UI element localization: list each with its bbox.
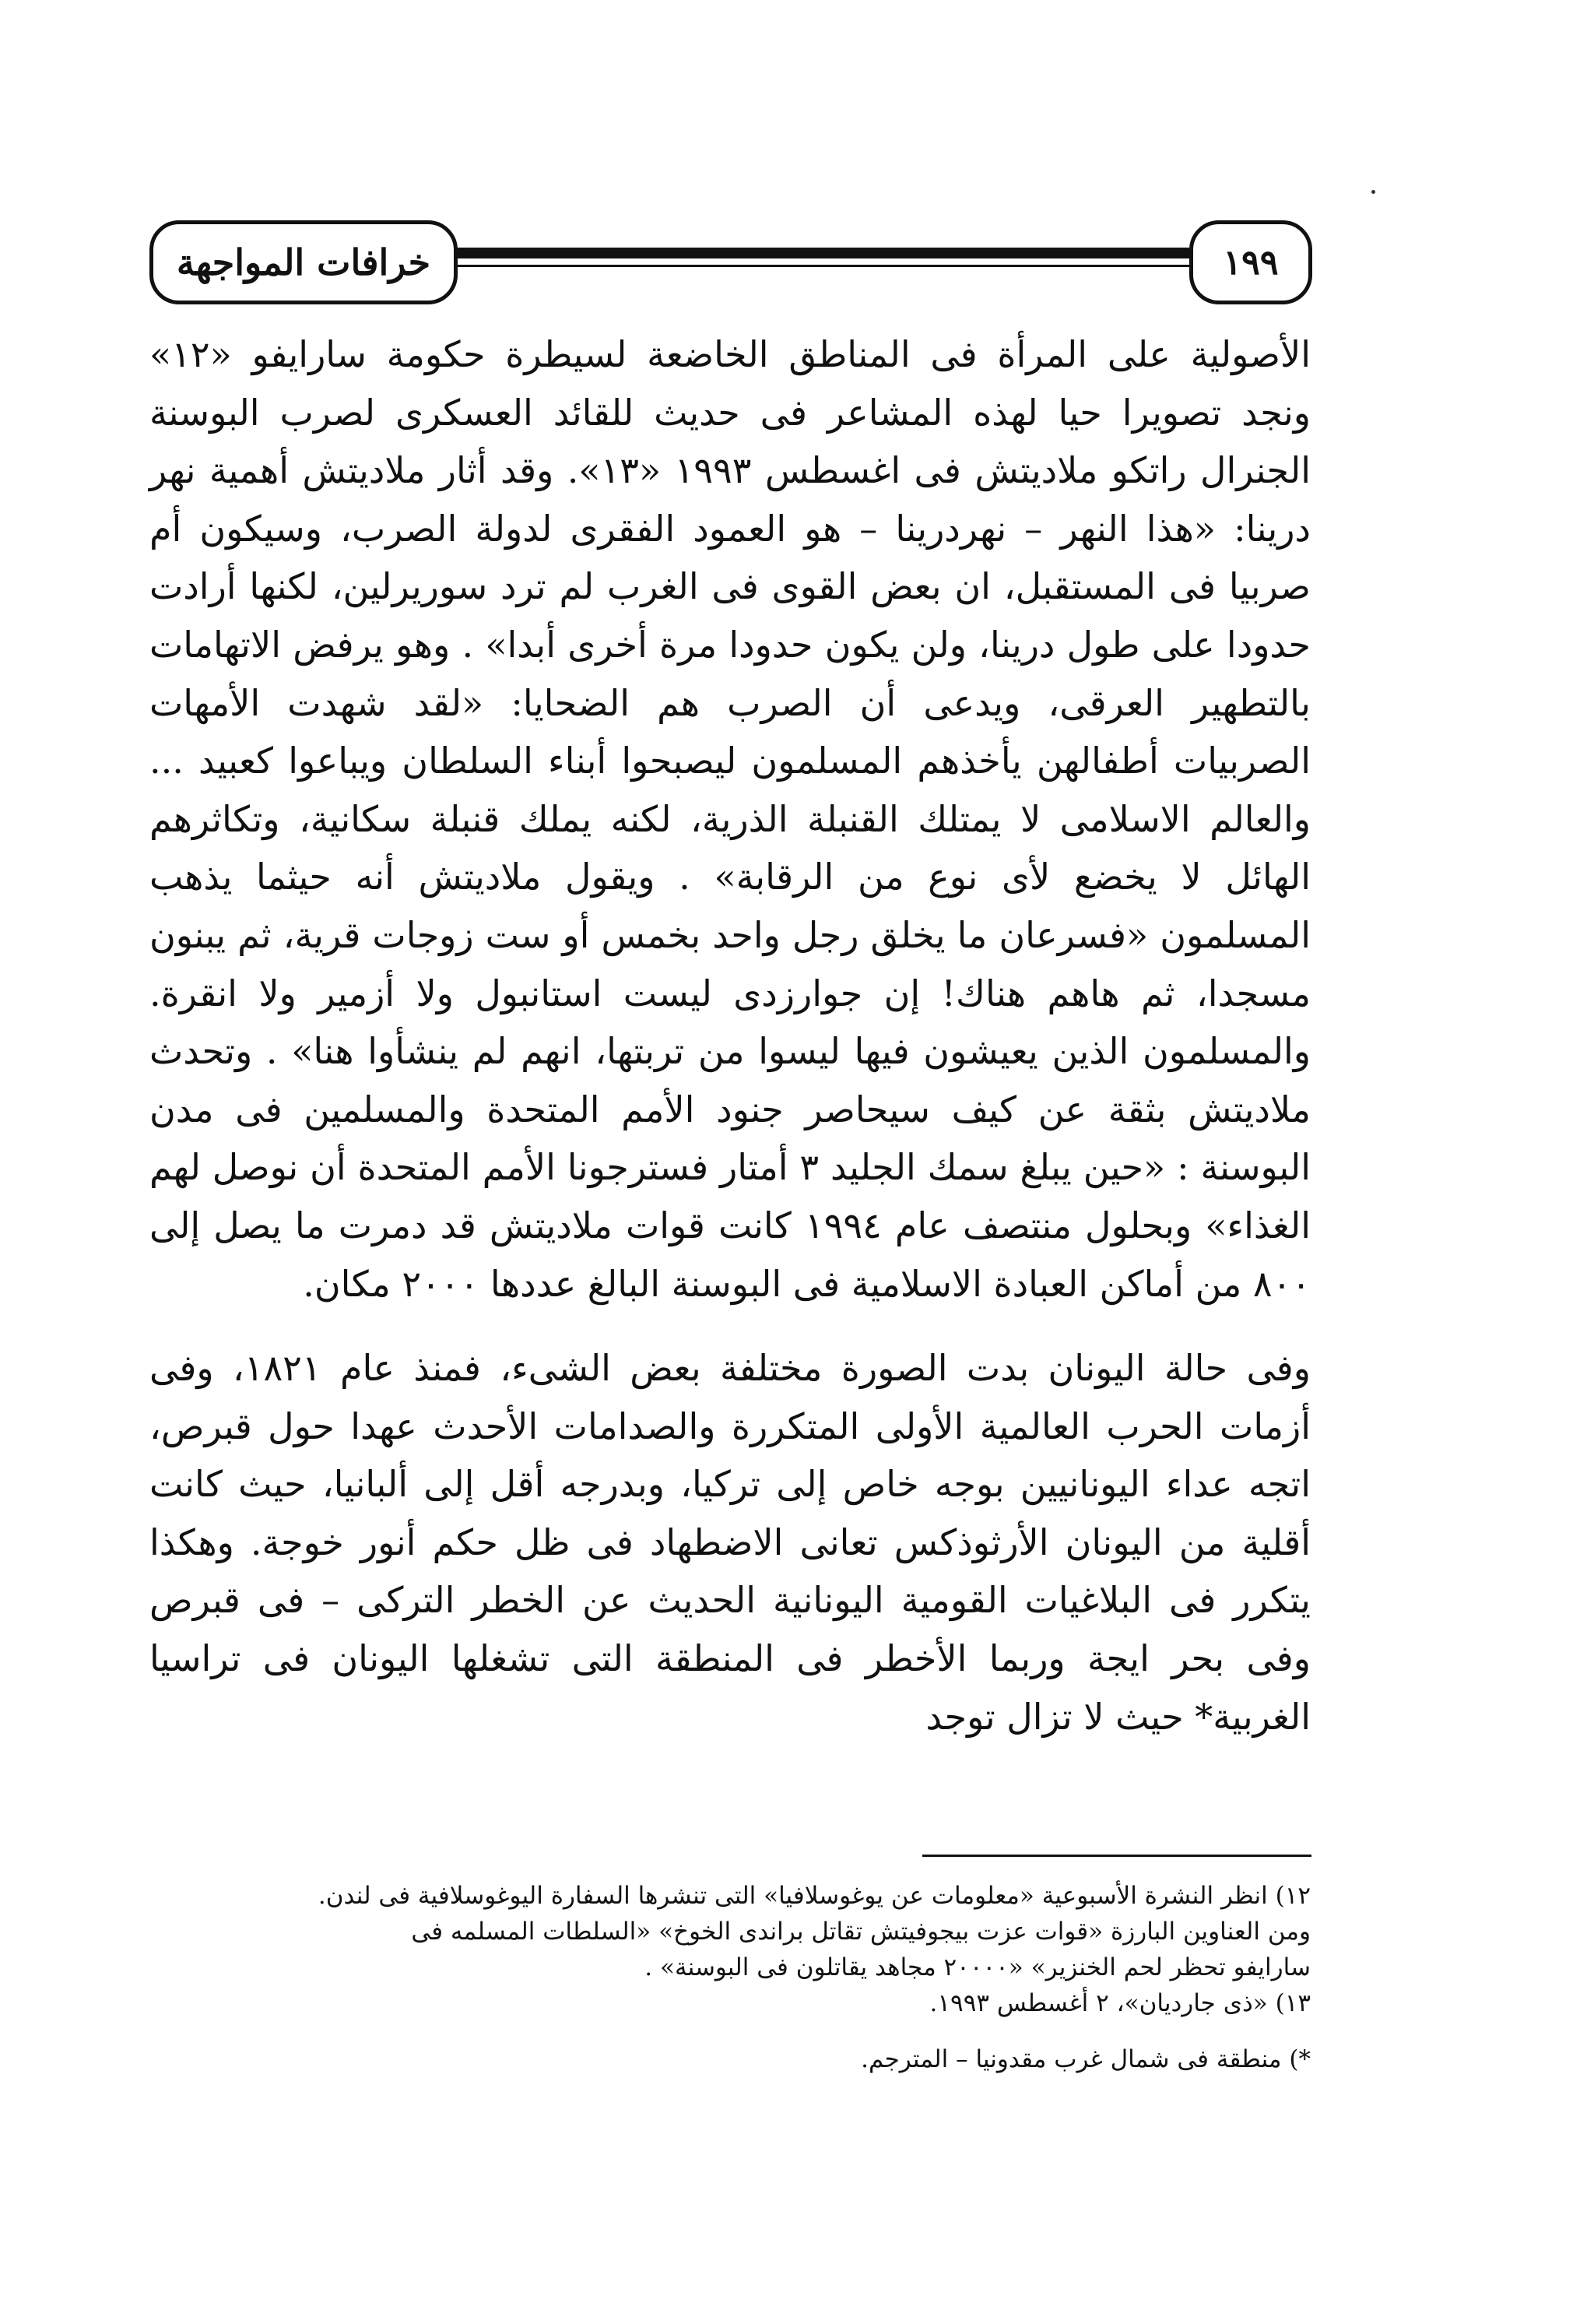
stray-dot: [1371, 190, 1375, 194]
footnote-13: ١٣) «ذى جارديان»، ٢ أغسطس ١٩٩٣.: [929, 1989, 1311, 2017]
running-title: خرافات المواجهة: [149, 220, 458, 304]
body-text: [149, 325, 1311, 1746]
header-rule-thin: [458, 265, 1189, 267]
footnote-rule: [922, 1855, 1311, 1857]
paragraph: وفى حالة اليونان بدت الصورة مختلفة بعض الشىء، فمنذ عام ١٨٢١، وفى أزمات الحرب العالمية الأولى المتكررة والصدامات الأحدث عهدا حول قبرص، اتجه عداء اليونانيين بوجه خاص إلى تركيا، وبدرجه أقل إلى ألبانيا، حيث كانت أقلية من اليونان الأرثوذكس تعانى الاضطهاد فى ظل حكم أنور خوجة. وهكذا يتكرر فى البلاغيات القومية اليونانية الحديث عن الخطر التركى – فى قبرص وفى بحر ايجة وربما الأخطر فى المنطقة التى تشغلها اليونان فى تراسيا الغربية* حيث لا تزال توجد: [149, 1347, 1311, 1738]
header-rule-thick: [458, 248, 1189, 258]
footnotes: [149, 1878, 1311, 2077]
paragraph: الأصولية على المرأة فى المناطق الخاضعة لسيطرة حكومة سارايفو «١٢» ونجد تصويرا حيا لهذه المشاعر فى حديث للقائد العسكرى لصرب البوسنة الجنرال راتكو ملاديتش فى اغسطس ١٩٩٣ «١٣». وقد أثار ملاديتش أهمية نهر درينا: «هذا النهر – نهردرينا – هو العمود الفقرى لدولة الصرب، وسيكون أم صربيا فى المستقبل، ان بعض القوى فى الغرب لم ترد سوريرلين، لكنها أرادت حدودا على طول درينا، ولن يكون حدودا مرة أخرى أبدا» . وهو يرفض الاتهامات بالتطهير العرقى، ويدعى أن الصرب هم الضحايا: «لقد شهدت الأمهات الصربيات أطفالهن يأخذهم المسلمون ليصبحوا أبناء السلطان ويباعوا كعبيد ... والعالم الاسلامى لا يمتلك القنبلة الذرية، لكنه يملك قنبلة سكانية، وتكاثرهم الهائل لا يخضع لأى نوع من الرقابة» . ويقول ملاديتش أنه حيثما يذهب المسلمون «فسرعان ما يخلق رجل واحد بخمس أو ست زوجات قرية، ثم يبنون مسجدا، ثم هاهم هناك! إن جوارزدى ليست استانبول ولا أزمير ولا انقرة. والمسلمون الذين يعيشون فيها ليسوا من تربتها، انهم لم ينشأوا هنا» . وتحدث ملاديتش بثقة عن كيف سيحاصر جنود الأمم المتحدة والمسلمين فى مدن البوسنة : «حين يبلغ سمك الجليد ٣ أمتار فسترجونا الأمم المتحدة أن نوصل لهم الغذاء» وبحلول منتصف عام ١٩٩٤ كانت قوات ملاديتش قد دمرت ما يصل إلى ٨٠٠ من أماكن العبادة الاسلامية فى البوسنة البالغ عددها ٢٠٠٠ مكان.: [149, 333, 1311, 1305]
footnote-12-continued: ومن العناوين البارزة «قوات عزت بيجوفيتش تقاتل براندى الخوخ» «السلطات المسلمه فى: [411, 1918, 1311, 1946]
page-number: ١٩٩: [1189, 220, 1312, 304]
footnote-12-continued: سارايفو تحظر لحم الخنزير» «٢٠٠٠٠ مجاهد يقاتلون فى البوسنة» .: [644, 1953, 1311, 1981]
footnote-12: ١٢) انظر النشرة الأسبوعية «معلومات عن يوغوسلافيا» التى تنشرها السفارة اليوغوسلافية فى لندن.: [318, 1882, 1311, 1910]
footnote-star: *) منطقة فى شمال غرب مقدونيا – المترجم.: [861, 2045, 1311, 2073]
